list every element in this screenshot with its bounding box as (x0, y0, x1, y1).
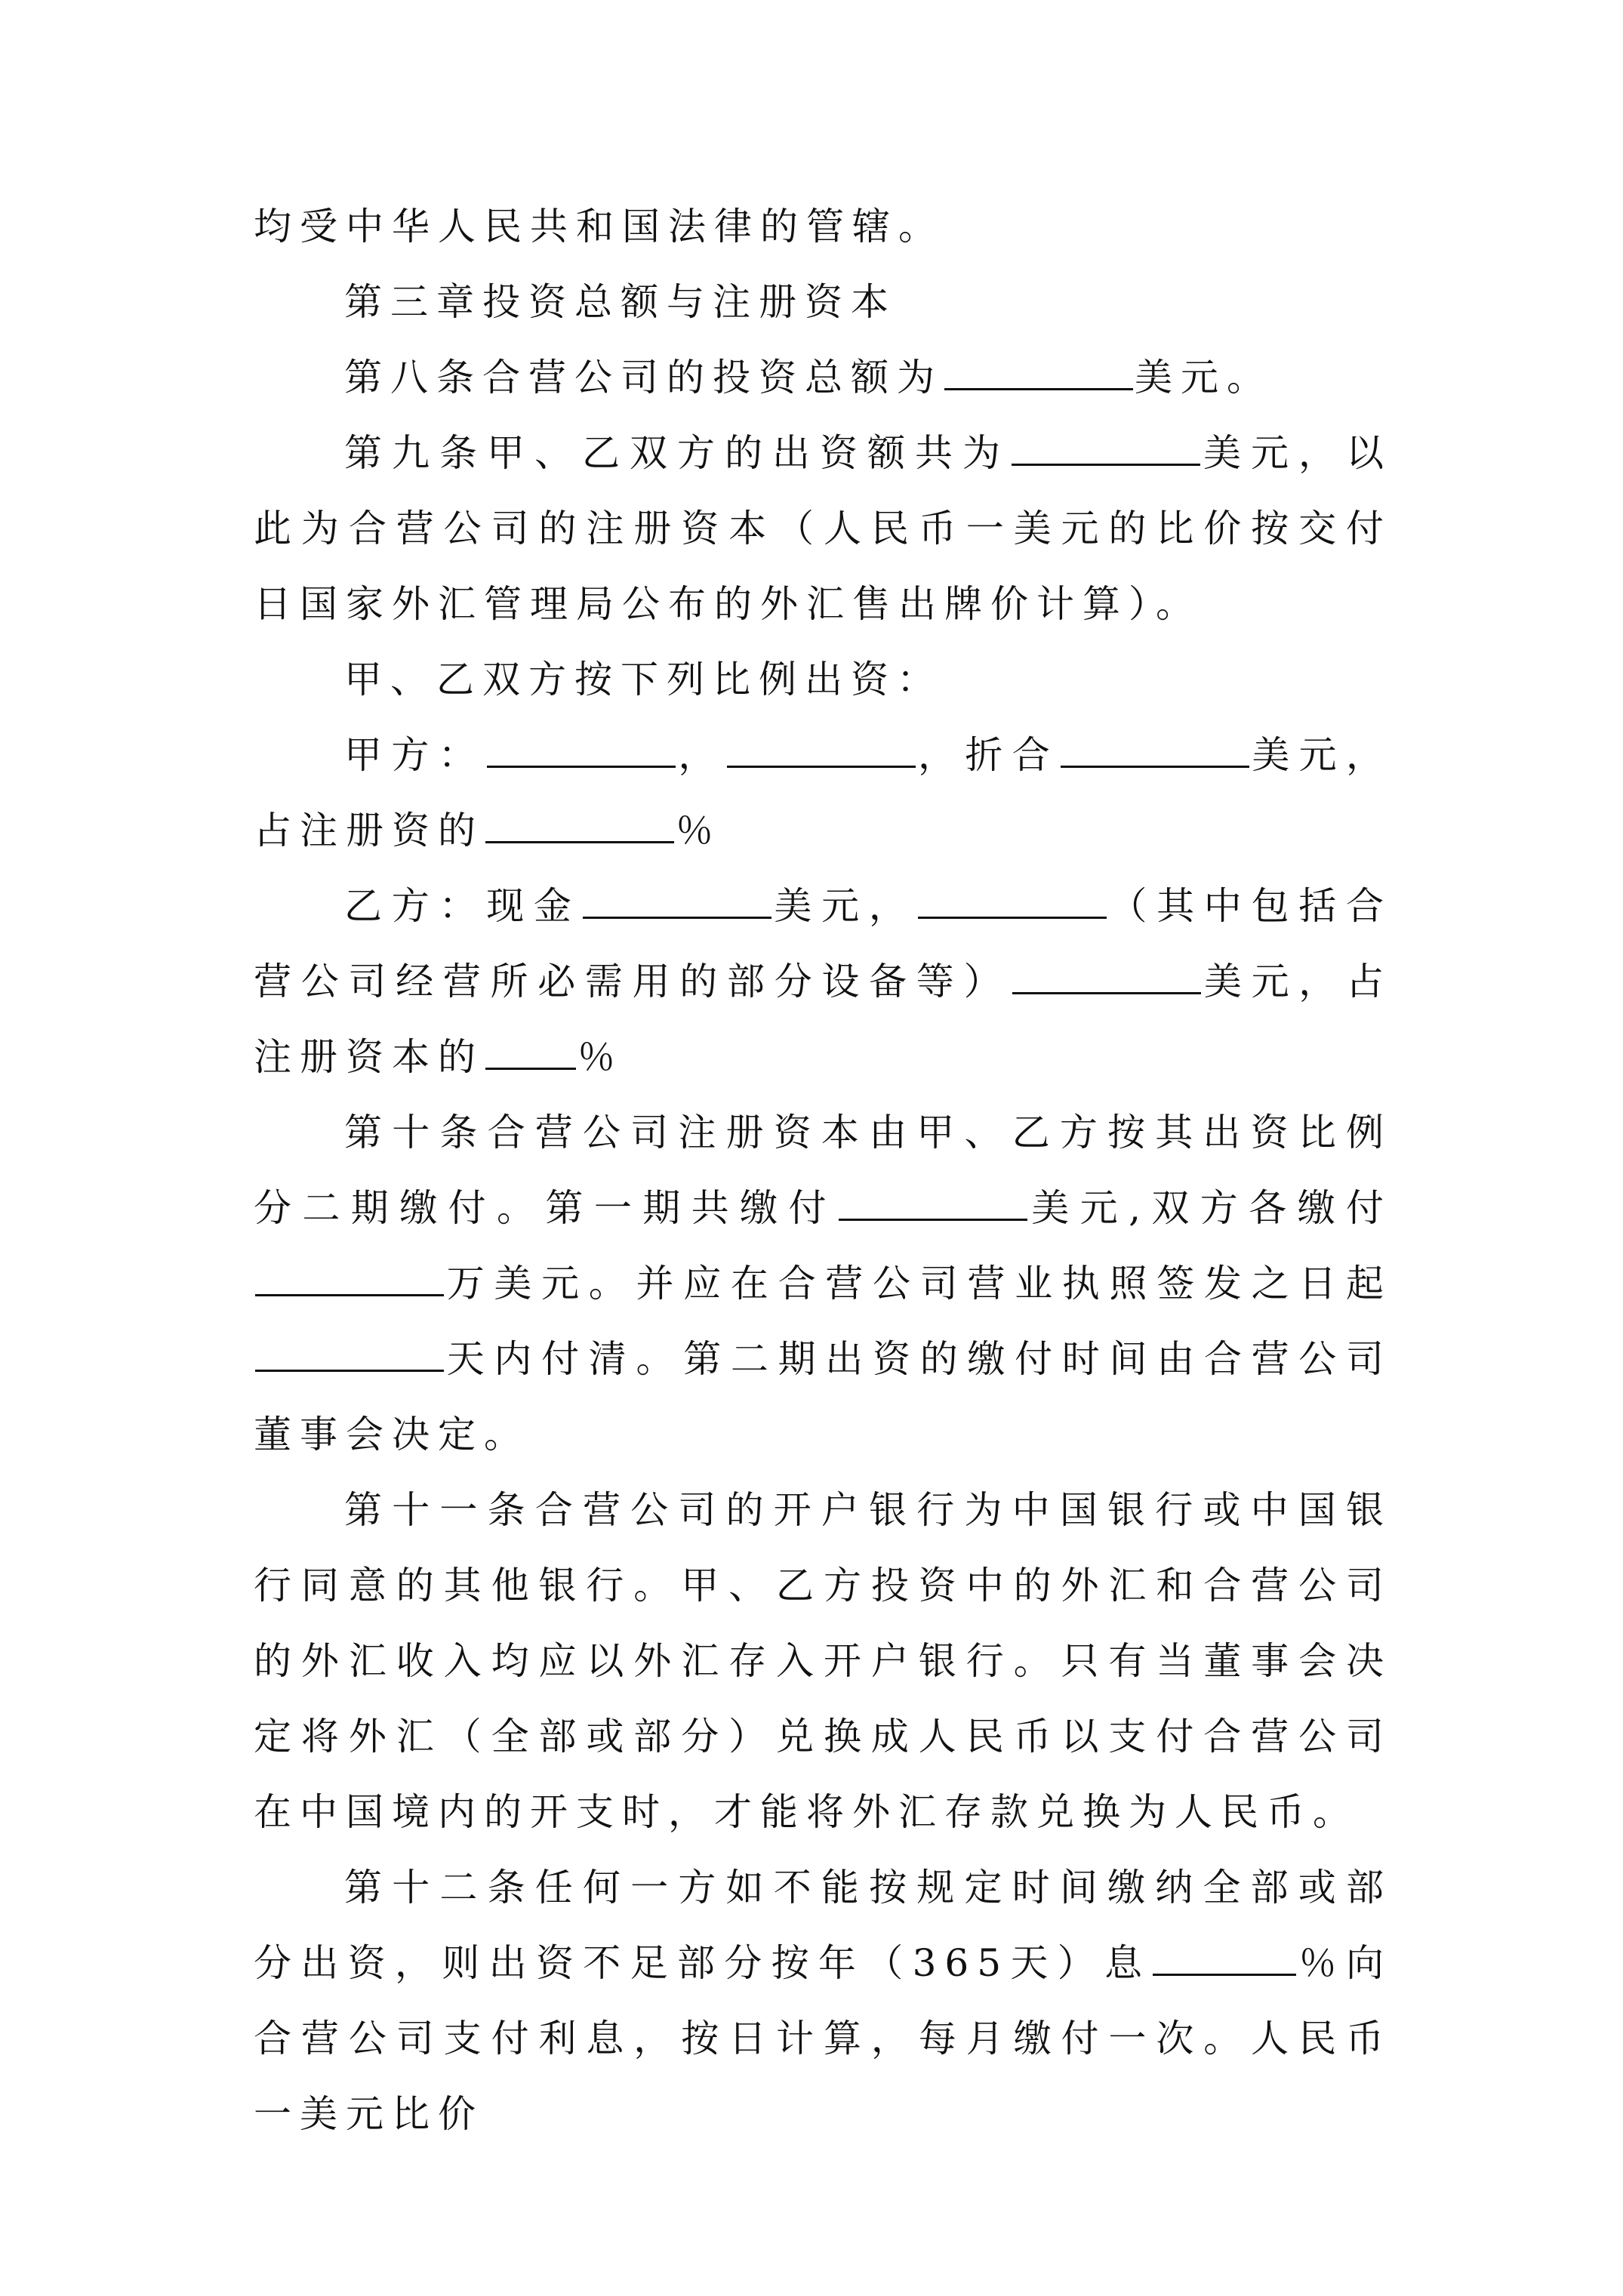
party-a-sep-1: ， (677, 733, 725, 777)
party-b-usd-blank (1012, 953, 1201, 994)
party-a-percent-sign: ％ (676, 809, 722, 852)
article-9-text: 第九条甲、乙双方的出资额共为 (344, 431, 1010, 475)
party-a-label: 甲方： (344, 733, 485, 777)
party-b-percent-blank (485, 1028, 576, 1070)
article-9-rest: 美元，以此为合营公司的注册资本（人民币一美元的比价按交付日国家外汇管理局公布的外汇售出牌价计算）。 (254, 431, 1392, 626)
party-b-contribution (254, 868, 1392, 1095)
each-party-blank (255, 1255, 444, 1296)
days-blank (255, 1330, 444, 1372)
party-b-percent-sign: ％ (577, 1035, 624, 1079)
article-10-each: 美元,双方各缴付 (1028, 1186, 1392, 1230)
article-10 (254, 1095, 1392, 1472)
article-11 (254, 1472, 1392, 1850)
article-8 (254, 340, 1392, 415)
article-9 (254, 415, 1392, 642)
contribution-total-blank (1012, 424, 1200, 466)
first-installment-blank (839, 1179, 1027, 1221)
party-a-contribution (254, 717, 1392, 868)
party-a-percent-blank (485, 802, 674, 843)
party-b-item-blank (918, 877, 1107, 919)
article-10-rest: 天内付清。第二期出资的缴付时间由合营公司董事会决定。 (254, 1337, 1392, 1456)
party-b-sep: 美元， (772, 884, 916, 928)
article-10-text: 第十条合营公司注册资本由甲、乙方按其出资比例分二期缴付。第一期共缴付 (254, 1111, 1392, 1230)
party-a-blank-2 (727, 726, 916, 768)
party-b-equipment-text: （其中包括合营公司经营所必需用的部分设备等） (254, 884, 1393, 1003)
article-11-text: 第十一条合营公司的开户银行为中国银行或中国银行同意的其他银行。甲、乙方投资中的外汇和合营公司的外汇收入均应以外汇存入开户银行。只有当董事会决定将外汇（全部或部分）兑换成人民币以支付合营公司在中国境内的开支时，才能将外汇存款兑换为人民币。 (254, 1488, 1392, 1834)
contribution-ratio-heading (254, 642, 1392, 717)
chapter-title: 第三章投资总额与注册资本 (344, 280, 897, 324)
party-b-label: 乙方：现金 (344, 884, 581, 928)
party-a-usd-blank (1061, 726, 1249, 768)
article-12 (254, 1850, 1392, 2152)
jurisdiction-text: 均受中华人民共和国法律的管辖。 (254, 205, 944, 248)
party-a-share-text: 美元，占注册资的 (254, 733, 1393, 852)
chapter-heading (254, 264, 1392, 340)
interest-rate-blank (1153, 1934, 1296, 1976)
party-a-blank-1 (487, 726, 676, 768)
party-b-cash-blank (583, 877, 771, 919)
article-10-deadline-text: 万美元。并应在合营公司营业执照签发之日起 (445, 1262, 1392, 1305)
document-body (254, 189, 1392, 2152)
total-investment-blank (944, 349, 1133, 390)
party-b-share-text: 美元，占注册资本的 (254, 960, 1393, 1079)
paragraph-jurisdiction (254, 189, 1392, 264)
article-8-unit: 美元。 (1135, 356, 1273, 399)
party-a-sep-2: ，折合 (916, 733, 1060, 777)
contribution-ratio-text: 甲、乙双方按下列比例出资： (344, 658, 943, 701)
article-8-text: 第八条合营公司的投资总额为 (344, 356, 943, 399)
article-12-text: 第十二条任何一方如不能按规定时间缴纳全部或部分出资，则出资不足部分按年（365天）息 (254, 1866, 1392, 1985)
article-12-rest: ％向合营公司支付利息，按日计算，每月缴付一次。人民币一美元比价 (254, 1941, 1392, 2136)
